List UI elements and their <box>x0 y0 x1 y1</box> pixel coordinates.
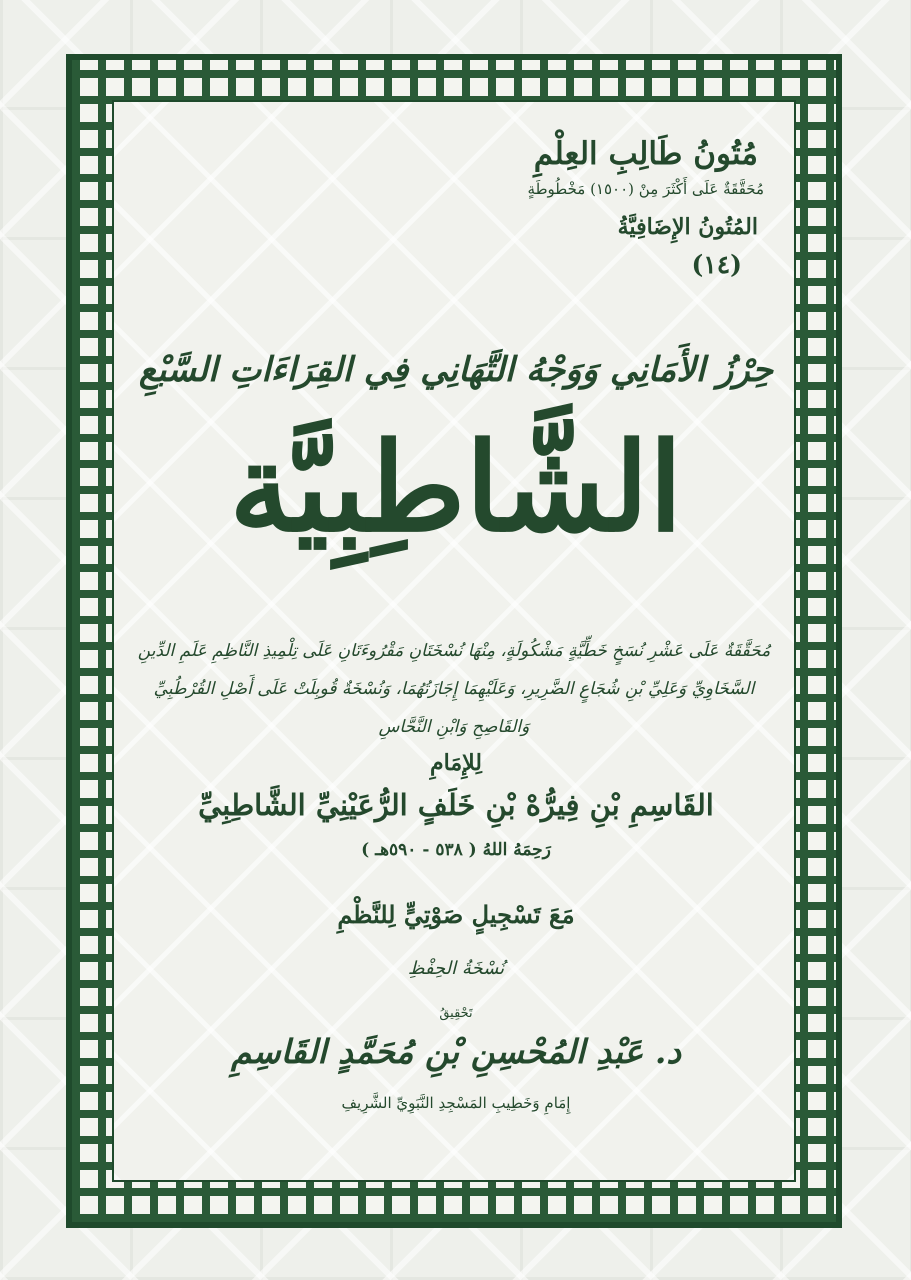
book-description: مُحَقَّقَةٌ عَلَى عَشْرِ نُسَخٍ خَطِّيَّةٍ مَشْكُولَةٍ، مِنْهَا نُسْخَتَانِ مَقْرُوءَتَانِ عَلَى تِلْمِيذِ النَّاظِمِ عَلَمِ الدِّينِ السَّخَاوِيِّ وَعَلِيِّ بْنِ شُجَاعٍ الضَّرِيرِ، وَعَلَيْهِمَا إِجَازَتُهُمَا، وَنُسْخَةٌ قُوبِلَتْ عَلَى أَصْلِ القُرْطُبِيِّ وَالقَاصِحِ وَابْنِ النَّحَّاسِ <box>137 641 771 737</box>
author-prefix: لِلإِمَامِ <box>430 750 482 776</box>
series-number: (١٤) <box>691 250 742 279</box>
author-name: القَاسِمِ بْنِ فِيرُّهْ بْنِ خَلَفٍ الرُّعَيْنِيِّ الشَّاطِبِيِّ <box>198 788 714 822</box>
series-subtitle: مُحَقَّقَةٌ عَلَى أَكْثَرَ مِنْ (١٥٠٠) مَخْطُوطَةٍ <box>527 180 764 198</box>
book-subtitle: حِرْزُ الأَمَانِي وَوَجْهُ التَّهَانِي فِي القِرَاءَاتِ السَّبْعِ <box>138 350 774 390</box>
book-title: الشَّاطِبِيَّة <box>229 415 683 559</box>
series-title: مُتُونُ طَالِبِ العِلْمِ <box>533 136 758 172</box>
cover-panel <box>112 100 796 1182</box>
series-extra: المُتُونُ الإِضَافِيَّةُ <box>617 214 758 240</box>
audio-note: مَعَ تَسْجِيلٍ صَوْتِيٍّ لِلنَّظْمِ <box>337 900 575 929</box>
editor-name: د. عَبْدِ المُحْسِنِ بْنِ مُحَمَّدٍ القَاسِمِ <box>230 1032 682 1071</box>
editor-role: إِمَامِ وَخَطِيبِ المَسْجِدِ النَّبَوِيِّ الشَّرِيفِ <box>341 1094 571 1112</box>
author-dates: رَحِمَهُ اللهُ ( ٥٣٨ - ٥٩٠هـ ) <box>361 840 551 860</box>
edition-label: نُسْخَةُ الحِفْظِ <box>407 958 505 979</box>
editor-label: تَحْقِيقُ <box>439 1006 473 1021</box>
